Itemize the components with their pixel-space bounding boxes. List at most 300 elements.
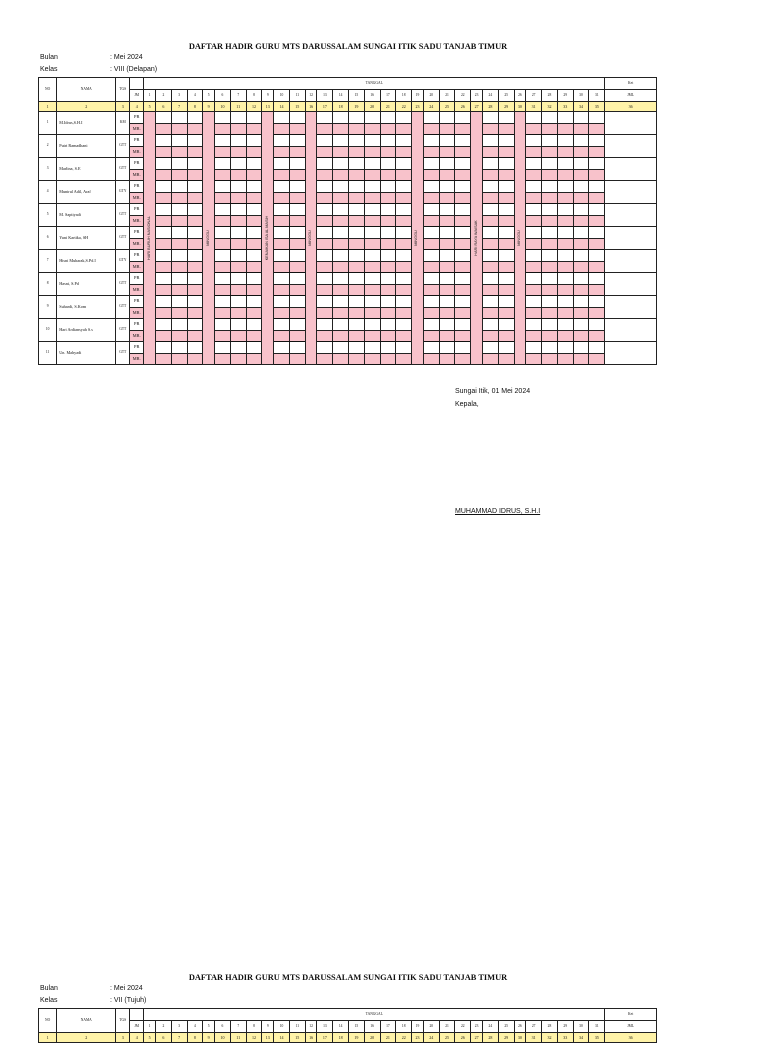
attendance-cell[interactable] — [396, 273, 412, 285]
attendance-cell[interactable] — [187, 296, 203, 308]
attendance-cell[interactable] — [215, 181, 231, 193]
attendance-cell[interactable] — [557, 216, 573, 227]
attendance-cell[interactable] — [155, 239, 171, 250]
attendance-cell[interactable] — [396, 285, 412, 296]
attendance-cell[interactable] — [455, 342, 471, 354]
attendance-cell[interactable] — [542, 308, 558, 319]
attendance-cell[interactable] — [589, 308, 605, 319]
attendance-cell[interactable] — [589, 193, 605, 204]
attendance-cell[interactable] — [364, 181, 380, 193]
attendance-cell[interactable] — [215, 193, 231, 204]
attendance-cell[interactable] — [439, 354, 455, 365]
attendance-cell[interactable] — [498, 170, 514, 181]
attendance-cell[interactable] — [155, 135, 171, 147]
attendance-cell[interactable] — [274, 124, 290, 135]
attendance-cell[interactable] — [423, 135, 439, 147]
attendance-cell[interactable] — [215, 158, 231, 170]
attendance-cell[interactable] — [349, 250, 365, 262]
attendance-cell[interactable] — [498, 181, 514, 193]
attendance-cell[interactable] — [498, 319, 514, 331]
attendance-cell[interactable] — [380, 135, 396, 147]
attendance-cell[interactable] — [482, 250, 498, 262]
attendance-cell[interactable] — [230, 170, 246, 181]
attendance-cell[interactable] — [230, 204, 246, 216]
attendance-cell[interactable] — [589, 285, 605, 296]
ket-cell[interactable] — [605, 112, 657, 135]
attendance-cell[interactable] — [380, 354, 396, 365]
attendance-cell[interactable] — [573, 227, 589, 239]
attendance-cell[interactable] — [380, 216, 396, 227]
attendance-cell[interactable] — [455, 170, 471, 181]
attendance-cell[interactable] — [171, 124, 187, 135]
attendance-cell[interactable] — [230, 239, 246, 250]
attendance-cell[interactable] — [557, 273, 573, 285]
attendance-cell[interactable] — [589, 124, 605, 135]
attendance-cell[interactable] — [396, 239, 412, 250]
attendance-cell[interactable] — [557, 262, 573, 273]
attendance-cell[interactable] — [364, 354, 380, 365]
attendance-cell[interactable] — [246, 204, 262, 216]
attendance-cell[interactable] — [573, 135, 589, 147]
attendance-cell[interactable] — [423, 227, 439, 239]
attendance-cell[interactable] — [542, 216, 558, 227]
attendance-cell[interactable] — [349, 170, 365, 181]
attendance-cell[interactable] — [482, 135, 498, 147]
attendance-cell[interactable] — [171, 308, 187, 319]
attendance-cell[interactable] — [289, 112, 305, 124]
attendance-cell[interactable] — [455, 227, 471, 239]
attendance-cell[interactable] — [589, 342, 605, 354]
ket-cell[interactable] — [605, 342, 657, 365]
attendance-cell[interactable] — [171, 354, 187, 365]
attendance-cell[interactable] — [349, 216, 365, 227]
attendance-cell[interactable] — [589, 239, 605, 250]
attendance-cell[interactable] — [246, 342, 262, 354]
attendance-cell[interactable] — [439, 227, 455, 239]
attendance-cell[interactable] — [439, 273, 455, 285]
attendance-cell[interactable] — [289, 239, 305, 250]
attendance-cell[interactable] — [187, 170, 203, 181]
attendance-cell[interactable] — [380, 308, 396, 319]
attendance-cell[interactable] — [526, 273, 542, 285]
attendance-cell[interactable] — [542, 170, 558, 181]
attendance-cell[interactable] — [171, 296, 187, 308]
attendance-cell[interactable] — [364, 262, 380, 273]
attendance-cell[interactable] — [498, 331, 514, 342]
attendance-cell[interactable] — [557, 112, 573, 124]
attendance-cell[interactable] — [215, 319, 231, 331]
attendance-cell[interactable] — [187, 216, 203, 227]
attendance-cell[interactable] — [589, 354, 605, 365]
attendance-cell[interactable] — [455, 216, 471, 227]
attendance-cell[interactable] — [171, 239, 187, 250]
attendance-cell[interactable] — [498, 124, 514, 135]
attendance-cell[interactable] — [289, 331, 305, 342]
attendance-cell[interactable] — [215, 204, 231, 216]
attendance-cell[interactable] — [542, 193, 558, 204]
attendance-cell[interactable] — [542, 331, 558, 342]
attendance-cell[interactable] — [455, 250, 471, 262]
attendance-cell[interactable] — [455, 262, 471, 273]
attendance-cell[interactable] — [439, 147, 455, 158]
attendance-cell[interactable] — [171, 158, 187, 170]
attendance-cell[interactable] — [364, 216, 380, 227]
attendance-cell[interactable] — [155, 124, 171, 135]
attendance-cell[interactable] — [542, 147, 558, 158]
attendance-cell[interactable] — [526, 285, 542, 296]
attendance-cell[interactable] — [187, 112, 203, 124]
attendance-cell[interactable] — [526, 181, 542, 193]
attendance-cell[interactable] — [573, 170, 589, 181]
attendance-cell[interactable] — [274, 273, 290, 285]
attendance-cell[interactable] — [155, 354, 171, 365]
attendance-cell[interactable] — [573, 285, 589, 296]
attendance-cell[interactable] — [364, 158, 380, 170]
attendance-cell[interactable] — [482, 170, 498, 181]
attendance-cell[interactable] — [289, 262, 305, 273]
attendance-cell[interactable] — [246, 354, 262, 365]
attendance-cell[interactable] — [246, 331, 262, 342]
attendance-cell[interactable] — [171, 262, 187, 273]
attendance-cell[interactable] — [171, 181, 187, 193]
attendance-cell[interactable] — [380, 250, 396, 262]
attendance-cell[interactable] — [246, 239, 262, 250]
attendance-cell[interactable] — [542, 204, 558, 216]
attendance-cell[interactable] — [215, 124, 231, 135]
attendance-cell[interactable] — [364, 193, 380, 204]
attendance-cell[interactable] — [423, 216, 439, 227]
attendance-cell[interactable] — [542, 285, 558, 296]
attendance-cell[interactable] — [542, 158, 558, 170]
attendance-cell[interactable] — [187, 285, 203, 296]
attendance-cell[interactable] — [557, 227, 573, 239]
attendance-cell[interactable] — [187, 124, 203, 135]
attendance-cell[interactable] — [380, 112, 396, 124]
attendance-cell[interactable] — [155, 331, 171, 342]
attendance-cell[interactable] — [380, 170, 396, 181]
attendance-cell[interactable] — [317, 354, 333, 365]
attendance-cell[interactable] — [526, 250, 542, 262]
attendance-cell[interactable] — [155, 308, 171, 319]
attendance-cell[interactable] — [557, 239, 573, 250]
attendance-cell[interactable] — [333, 204, 349, 216]
attendance-cell[interactable] — [349, 112, 365, 124]
attendance-cell[interactable] — [187, 135, 203, 147]
attendance-cell[interactable] — [317, 273, 333, 285]
attendance-cell[interactable] — [349, 204, 365, 216]
attendance-cell[interactable] — [396, 262, 412, 273]
attendance-cell[interactable] — [171, 135, 187, 147]
attendance-cell[interactable] — [396, 308, 412, 319]
attendance-cell[interactable] — [439, 319, 455, 331]
attendance-cell[interactable] — [542, 124, 558, 135]
attendance-cell[interactable] — [246, 216, 262, 227]
attendance-cell[interactable] — [557, 308, 573, 319]
attendance-cell[interactable] — [274, 147, 290, 158]
attendance-cell[interactable] — [573, 308, 589, 319]
attendance-cell[interactable] — [573, 147, 589, 158]
attendance-cell[interactable] — [526, 354, 542, 365]
attendance-cell[interactable] — [187, 193, 203, 204]
attendance-cell[interactable] — [246, 147, 262, 158]
attendance-cell[interactable] — [215, 216, 231, 227]
attendance-cell[interactable] — [187, 147, 203, 158]
attendance-cell[interactable] — [542, 354, 558, 365]
attendance-cell[interactable] — [423, 147, 439, 158]
attendance-cell[interactable] — [155, 285, 171, 296]
attendance-cell[interactable] — [423, 181, 439, 193]
attendance-cell[interactable] — [498, 216, 514, 227]
attendance-cell[interactable] — [498, 262, 514, 273]
attendance-cell[interactable] — [289, 342, 305, 354]
attendance-cell[interactable] — [396, 216, 412, 227]
attendance-cell[interactable] — [455, 181, 471, 193]
attendance-cell[interactable] — [230, 319, 246, 331]
attendance-cell[interactable] — [380, 227, 396, 239]
attendance-cell[interactable] — [423, 193, 439, 204]
attendance-cell[interactable] — [526, 331, 542, 342]
attendance-cell[interactable] — [155, 273, 171, 285]
attendance-cell[interactable] — [557, 342, 573, 354]
attendance-cell[interactable] — [289, 204, 305, 216]
attendance-cell[interactable] — [396, 250, 412, 262]
attendance-cell[interactable] — [317, 193, 333, 204]
attendance-cell[interactable] — [482, 216, 498, 227]
attendance-cell[interactable] — [333, 273, 349, 285]
attendance-cell[interactable] — [215, 135, 231, 147]
attendance-cell[interactable] — [526, 227, 542, 239]
attendance-cell[interactable] — [187, 331, 203, 342]
attendance-cell[interactable] — [274, 204, 290, 216]
attendance-cell[interactable] — [333, 319, 349, 331]
attendance-cell[interactable] — [317, 262, 333, 273]
attendance-cell[interactable] — [589, 227, 605, 239]
attendance-cell[interactable] — [230, 342, 246, 354]
attendance-cell[interactable] — [557, 147, 573, 158]
attendance-cell[interactable] — [289, 158, 305, 170]
attendance-cell[interactable] — [230, 273, 246, 285]
attendance-cell[interactable] — [289, 124, 305, 135]
attendance-cell[interactable] — [589, 296, 605, 308]
attendance-cell[interactable] — [274, 319, 290, 331]
attendance-cell[interactable] — [364, 124, 380, 135]
attendance-cell[interactable] — [498, 227, 514, 239]
attendance-cell[interactable] — [498, 239, 514, 250]
attendance-cell[interactable] — [317, 147, 333, 158]
attendance-cell[interactable] — [155, 112, 171, 124]
attendance-cell[interactable] — [455, 354, 471, 365]
attendance-cell[interactable] — [246, 262, 262, 273]
attendance-cell[interactable] — [317, 319, 333, 331]
attendance-cell[interactable] — [317, 181, 333, 193]
attendance-cell[interactable] — [423, 124, 439, 135]
attendance-cell[interactable] — [439, 124, 455, 135]
attendance-cell[interactable] — [439, 285, 455, 296]
attendance-cell[interactable] — [396, 319, 412, 331]
attendance-cell[interactable] — [187, 262, 203, 273]
attendance-cell[interactable] — [274, 250, 290, 262]
attendance-cell[interactable] — [215, 262, 231, 273]
attendance-cell[interactable] — [423, 273, 439, 285]
attendance-cell[interactable] — [380, 124, 396, 135]
attendance-cell[interactable] — [349, 158, 365, 170]
attendance-cell[interactable] — [439, 204, 455, 216]
attendance-cell[interactable] — [396, 204, 412, 216]
attendance-cell[interactable] — [526, 342, 542, 354]
attendance-cell[interactable] — [333, 170, 349, 181]
attendance-cell[interactable] — [349, 181, 365, 193]
attendance-cell[interactable] — [333, 181, 349, 193]
attendance-cell[interactable] — [482, 147, 498, 158]
attendance-cell[interactable] — [557, 250, 573, 262]
attendance-cell[interactable] — [317, 204, 333, 216]
attendance-cell[interactable] — [155, 193, 171, 204]
attendance-cell[interactable] — [573, 158, 589, 170]
attendance-cell[interactable] — [246, 285, 262, 296]
attendance-cell[interactable] — [589, 158, 605, 170]
attendance-cell[interactable] — [171, 147, 187, 158]
ket-cell[interactable] — [605, 181, 657, 204]
attendance-cell[interactable] — [423, 342, 439, 354]
attendance-cell[interactable] — [482, 193, 498, 204]
attendance-cell[interactable] — [171, 216, 187, 227]
attendance-cell[interactable] — [364, 227, 380, 239]
ket-cell[interactable] — [605, 204, 657, 227]
attendance-cell[interactable] — [498, 204, 514, 216]
attendance-cell[interactable] — [439, 158, 455, 170]
attendance-cell[interactable] — [171, 112, 187, 124]
attendance-cell[interactable] — [526, 135, 542, 147]
attendance-cell[interactable] — [215, 250, 231, 262]
attendance-cell[interactable] — [333, 308, 349, 319]
attendance-cell[interactable] — [423, 250, 439, 262]
attendance-cell[interactable] — [380, 342, 396, 354]
attendance-cell[interactable] — [482, 273, 498, 285]
attendance-cell[interactable] — [589, 181, 605, 193]
attendance-cell[interactable] — [498, 342, 514, 354]
attendance-cell[interactable] — [439, 262, 455, 273]
attendance-cell[interactable] — [230, 296, 246, 308]
attendance-cell[interactable] — [589, 319, 605, 331]
attendance-cell[interactable] — [333, 262, 349, 273]
attendance-cell[interactable] — [246, 227, 262, 239]
attendance-cell[interactable] — [230, 193, 246, 204]
attendance-cell[interactable] — [542, 135, 558, 147]
attendance-cell[interactable] — [289, 147, 305, 158]
attendance-cell[interactable] — [423, 296, 439, 308]
attendance-cell[interactable] — [289, 319, 305, 331]
attendance-cell[interactable] — [187, 239, 203, 250]
attendance-cell[interactable] — [155, 216, 171, 227]
attendance-cell[interactable] — [396, 331, 412, 342]
attendance-cell[interactable] — [246, 124, 262, 135]
attendance-cell[interactable] — [498, 112, 514, 124]
attendance-cell[interactable] — [380, 158, 396, 170]
attendance-cell[interactable] — [482, 227, 498, 239]
attendance-cell[interactable] — [396, 193, 412, 204]
attendance-cell[interactable] — [155, 262, 171, 273]
attendance-cell[interactable] — [439, 170, 455, 181]
attendance-cell[interactable] — [364, 239, 380, 250]
attendance-cell[interactable] — [439, 296, 455, 308]
attendance-cell[interactable] — [396, 342, 412, 354]
ket-cell[interactable] — [605, 250, 657, 273]
attendance-cell[interactable] — [187, 181, 203, 193]
attendance-cell[interactable] — [439, 342, 455, 354]
attendance-cell[interactable] — [364, 273, 380, 285]
attendance-cell[interactable] — [155, 296, 171, 308]
attendance-cell[interactable] — [274, 296, 290, 308]
attendance-cell[interactable] — [333, 147, 349, 158]
attendance-cell[interactable] — [289, 170, 305, 181]
attendance-cell[interactable] — [498, 147, 514, 158]
attendance-cell[interactable] — [364, 170, 380, 181]
attendance-cell[interactable] — [349, 308, 365, 319]
attendance-cell[interactable] — [423, 158, 439, 170]
attendance-cell[interactable] — [557, 193, 573, 204]
attendance-cell[interactable] — [246, 296, 262, 308]
attendance-cell[interactable] — [380, 193, 396, 204]
attendance-cell[interactable] — [215, 273, 231, 285]
attendance-cell[interactable] — [526, 170, 542, 181]
attendance-cell[interactable] — [317, 135, 333, 147]
attendance-cell[interactable] — [482, 342, 498, 354]
attendance-cell[interactable] — [396, 147, 412, 158]
attendance-cell[interactable] — [482, 158, 498, 170]
attendance-cell[interactable] — [364, 308, 380, 319]
attendance-cell[interactable] — [246, 319, 262, 331]
attendance-cell[interactable] — [589, 170, 605, 181]
attendance-cell[interactable] — [333, 193, 349, 204]
attendance-cell[interactable] — [364, 319, 380, 331]
attendance-cell[interactable] — [274, 181, 290, 193]
attendance-cell[interactable] — [246, 170, 262, 181]
attendance-cell[interactable] — [155, 342, 171, 354]
attendance-cell[interactable] — [498, 296, 514, 308]
attendance-cell[interactable] — [364, 147, 380, 158]
attendance-cell[interactable] — [349, 124, 365, 135]
attendance-cell[interactable] — [526, 158, 542, 170]
attendance-cell[interactable] — [364, 342, 380, 354]
attendance-cell[interactable] — [155, 250, 171, 262]
attendance-cell[interactable] — [317, 239, 333, 250]
attendance-cell[interactable] — [498, 273, 514, 285]
attendance-cell[interactable] — [455, 319, 471, 331]
attendance-cell[interactable] — [573, 112, 589, 124]
attendance-cell[interactable] — [317, 296, 333, 308]
attendance-cell[interactable] — [349, 285, 365, 296]
attendance-cell[interactable] — [246, 250, 262, 262]
ket-cell[interactable] — [605, 273, 657, 296]
attendance-cell[interactable] — [573, 319, 589, 331]
attendance-cell[interactable] — [274, 216, 290, 227]
attendance-cell[interactable] — [526, 216, 542, 227]
attendance-cell[interactable] — [333, 124, 349, 135]
attendance-cell[interactable] — [380, 239, 396, 250]
attendance-cell[interactable] — [230, 124, 246, 135]
attendance-cell[interactable] — [396, 124, 412, 135]
attendance-cell[interactable] — [573, 250, 589, 262]
attendance-cell[interactable] — [542, 342, 558, 354]
attendance-cell[interactable] — [333, 285, 349, 296]
attendance-cell[interactable] — [482, 285, 498, 296]
attendance-cell[interactable] — [557, 204, 573, 216]
attendance-cell[interactable] — [333, 135, 349, 147]
attendance-cell[interactable] — [215, 227, 231, 239]
attendance-cell[interactable] — [589, 273, 605, 285]
attendance-cell[interactable] — [274, 354, 290, 365]
attendance-cell[interactable] — [589, 135, 605, 147]
